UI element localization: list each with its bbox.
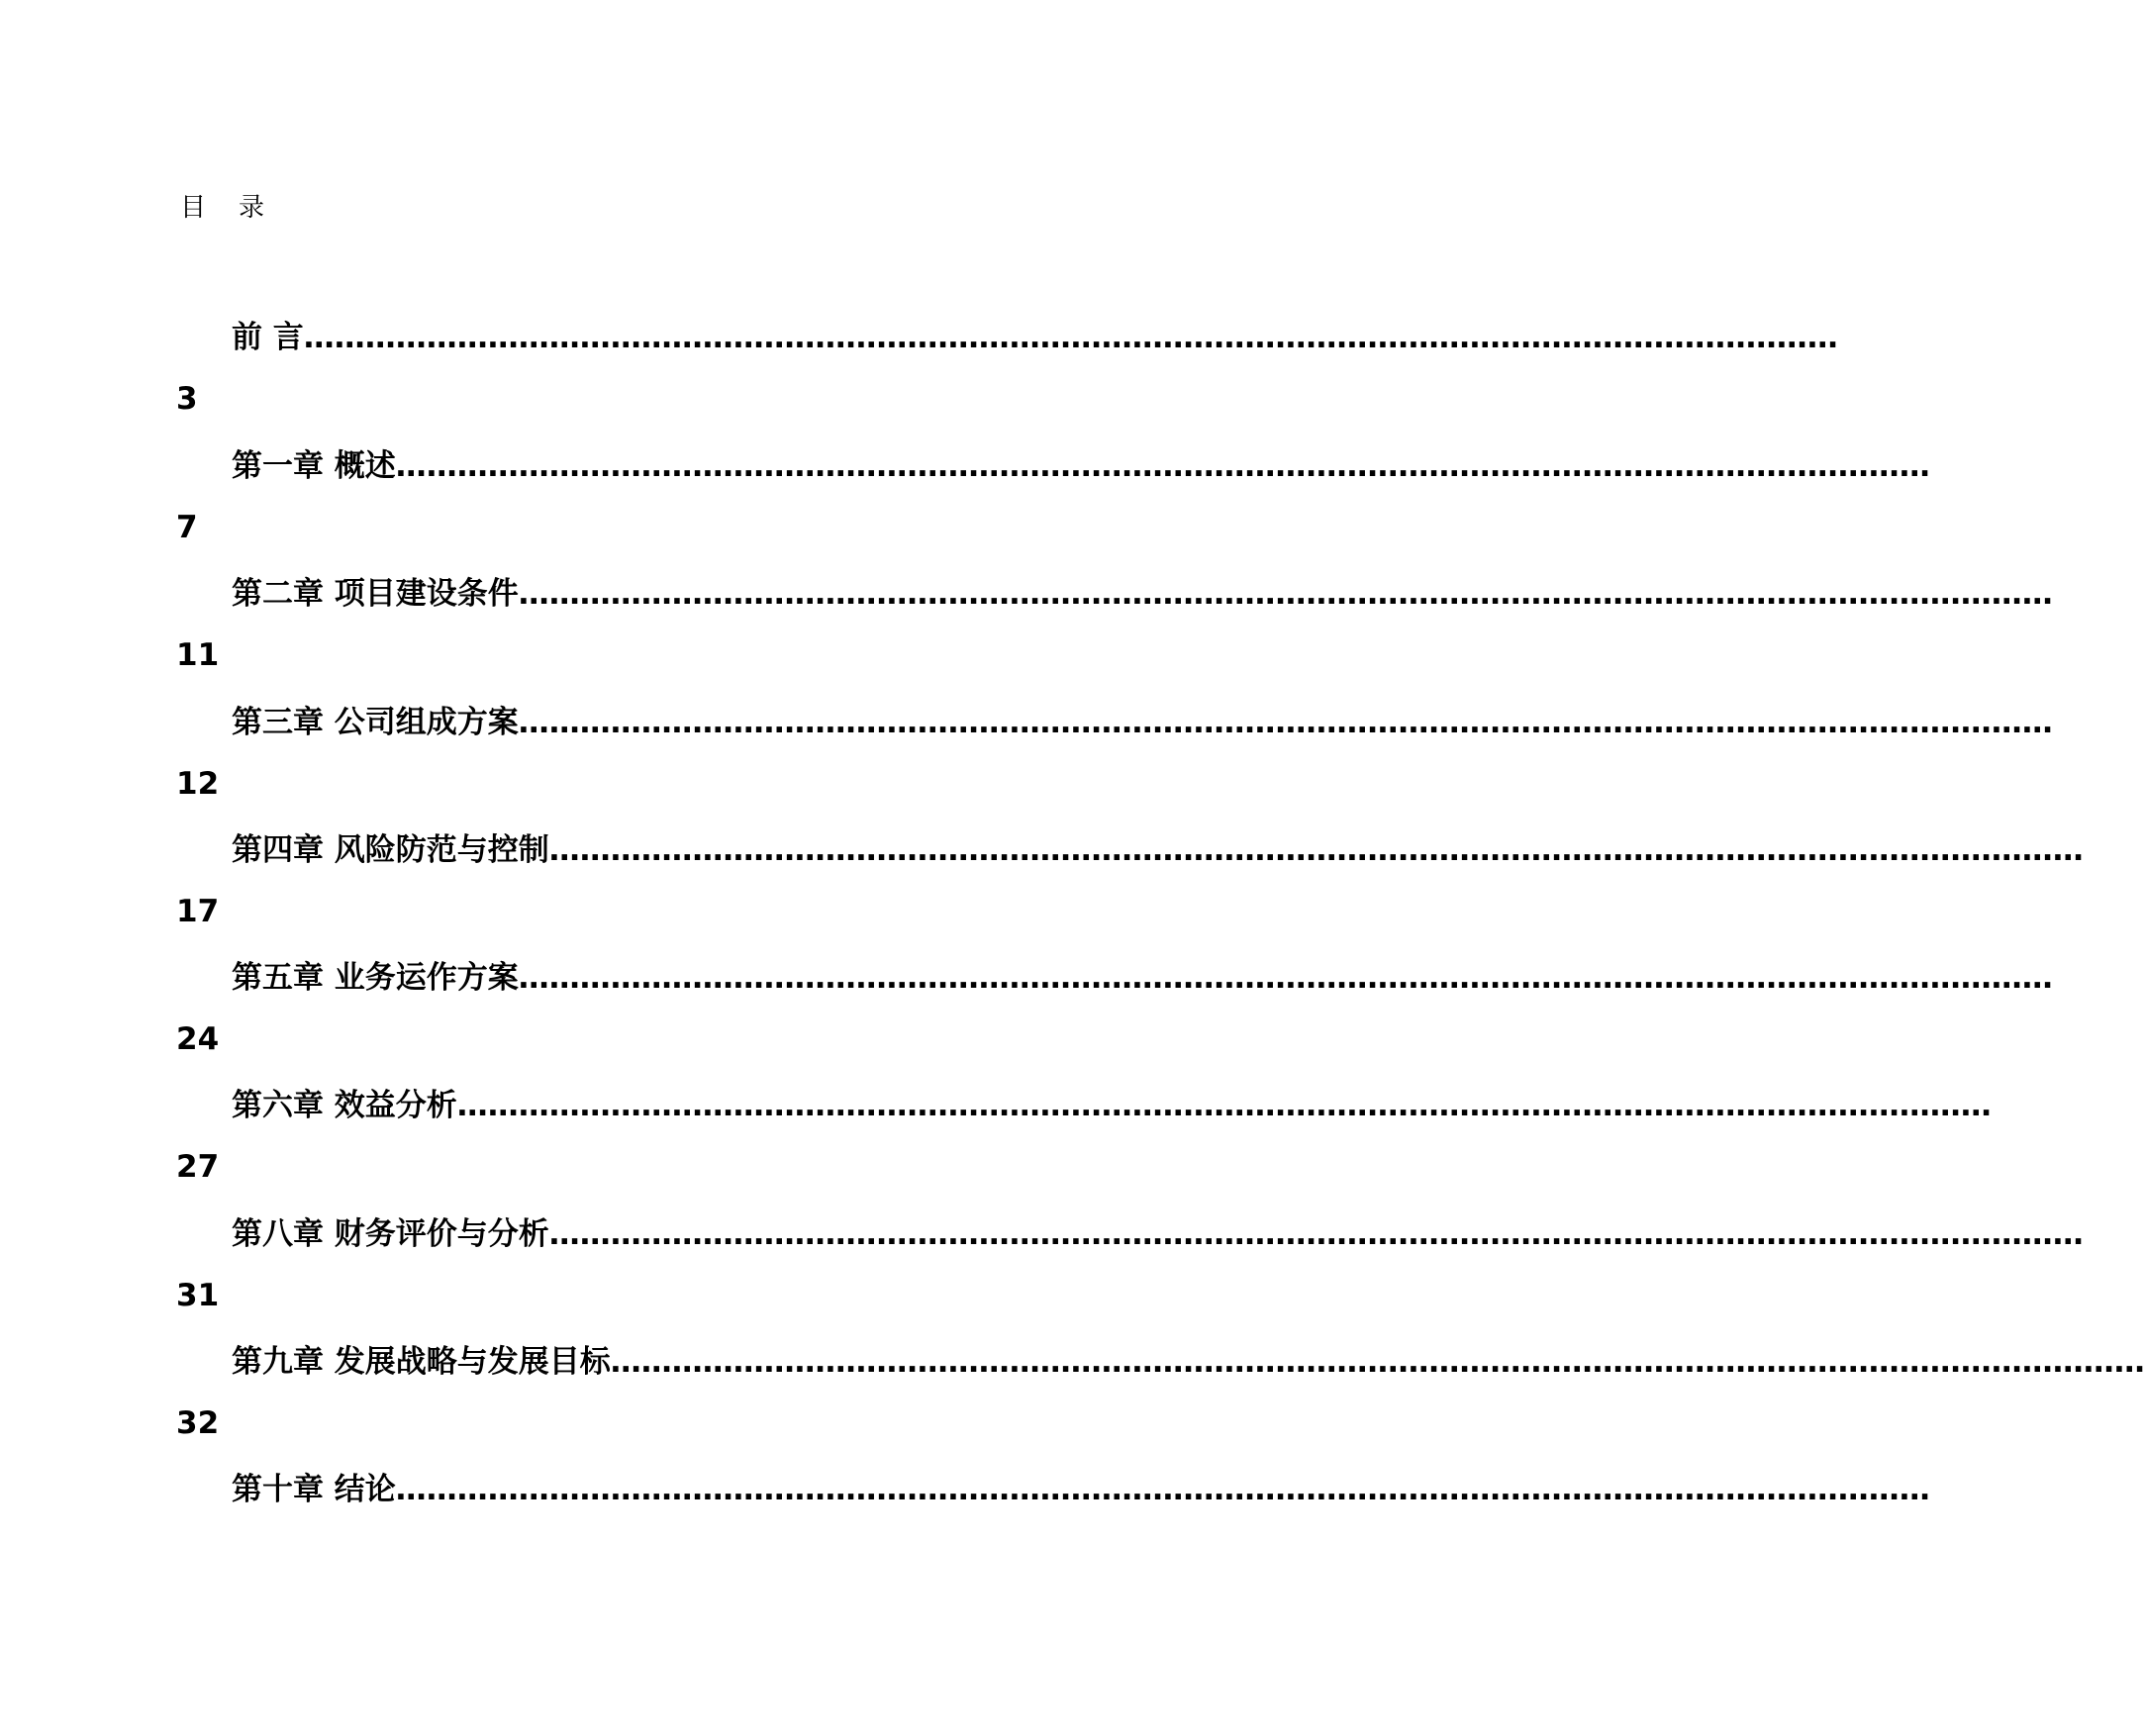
toc-entry-line [232,444,1930,488]
toc-dot-leader: …………………………………………………………………………………………………………………………………… [395,448,1930,484]
toc-entry-page: 31 [176,1278,220,1313]
toc-dot-leader: …………………………………………………………………………………………………………………………………… [518,576,2053,612]
toc-entry-page: 27 [176,1149,220,1185]
toc-entry-line [232,1084,1992,1127]
toc-title: 目 录 [180,193,265,223]
toc-entry-chapter-1[interactable] [0,444,1930,573]
toc-entry-chapter-8[interactable] [0,1212,2084,1341]
toc-entry-page: 32 [176,1405,220,1441]
toc-dot-leader: …………………………………………………………………………………………………………………………………… [395,1472,1930,1507]
toc-dot-leader: …………………………………………………………………………………………………………………………………… [303,320,1838,355]
toc-dot-leader: …………………………………………………………………………………………………………………………………… [548,1216,2084,1252]
toc-entry-page: 17 [176,894,220,929]
toc-entry-line [232,1468,1930,1511]
toc-entry-chapter-6[interactable] [0,1084,1992,1212]
toc-entry-chapter-5[interactable] [0,956,2053,1085]
toc-entry-label: 第四章 风险防范与控制 [232,832,549,868]
toc-entry-line [232,316,1838,359]
toc-entry-page: 3 [176,381,198,417]
toc-entry-line [232,1212,2084,1256]
toc-dot-leader: …………………………………………………………………………………………………………………………………… [610,1344,2145,1380]
toc-entry-label: 第一章 概述 [232,448,396,484]
toc-entry-label: 第二章 项目建设条件 [232,576,519,612]
toc-dot-leader: …………………………………………………………………………………………………………………………………… [518,705,2053,740]
toc-entry-label: 第八章 财务评价与分析 [232,1216,549,1252]
toc-entry-chapter-4[interactable] [0,828,2084,957]
toc-entry-line [232,701,2053,744]
toc-entry-page: 12 [176,766,220,802]
toc-entry-chapter-9[interactable] [0,1340,2145,1469]
toc-entry-label: 第九章 发展战略与发展目标 [232,1344,611,1380]
toc-dot-leader: …………………………………………………………………………………………………………………………………… [456,1088,1992,1123]
toc-entry-line [232,1340,2145,1384]
toc-entry-line [232,828,2084,872]
toc-entry-page: 11 [176,637,220,673]
toc-entry-page: 24 [176,1021,220,1057]
toc-entry-preface[interactable] [0,316,1838,444]
toc-entry-line [232,956,2053,1000]
toc-entry-label: 第三章 公司组成方案 [232,705,519,740]
toc-entry-line [232,572,2053,616]
toc-entry-chapter-2[interactable] [0,572,2053,701]
toc-entry-label: 前 言 [232,320,304,355]
toc-dot-leader: …………………………………………………………………………………………………………………………………… [518,960,2053,996]
toc-entry-page: 7 [176,510,198,545]
toc-entry-chapter-3[interactable] [0,701,2053,829]
toc-dot-leader: …………………………………………………………………………………………………………………………………… [548,832,2084,868]
toc-entry-label: 第十章 结论 [232,1472,396,1507]
toc-entry-chapter-10[interactable] [0,1468,1930,1596]
toc-entry-label: 第六章 效益分析 [232,1088,457,1123]
toc-entry-label: 第五章 业务运作方案 [232,960,519,996]
